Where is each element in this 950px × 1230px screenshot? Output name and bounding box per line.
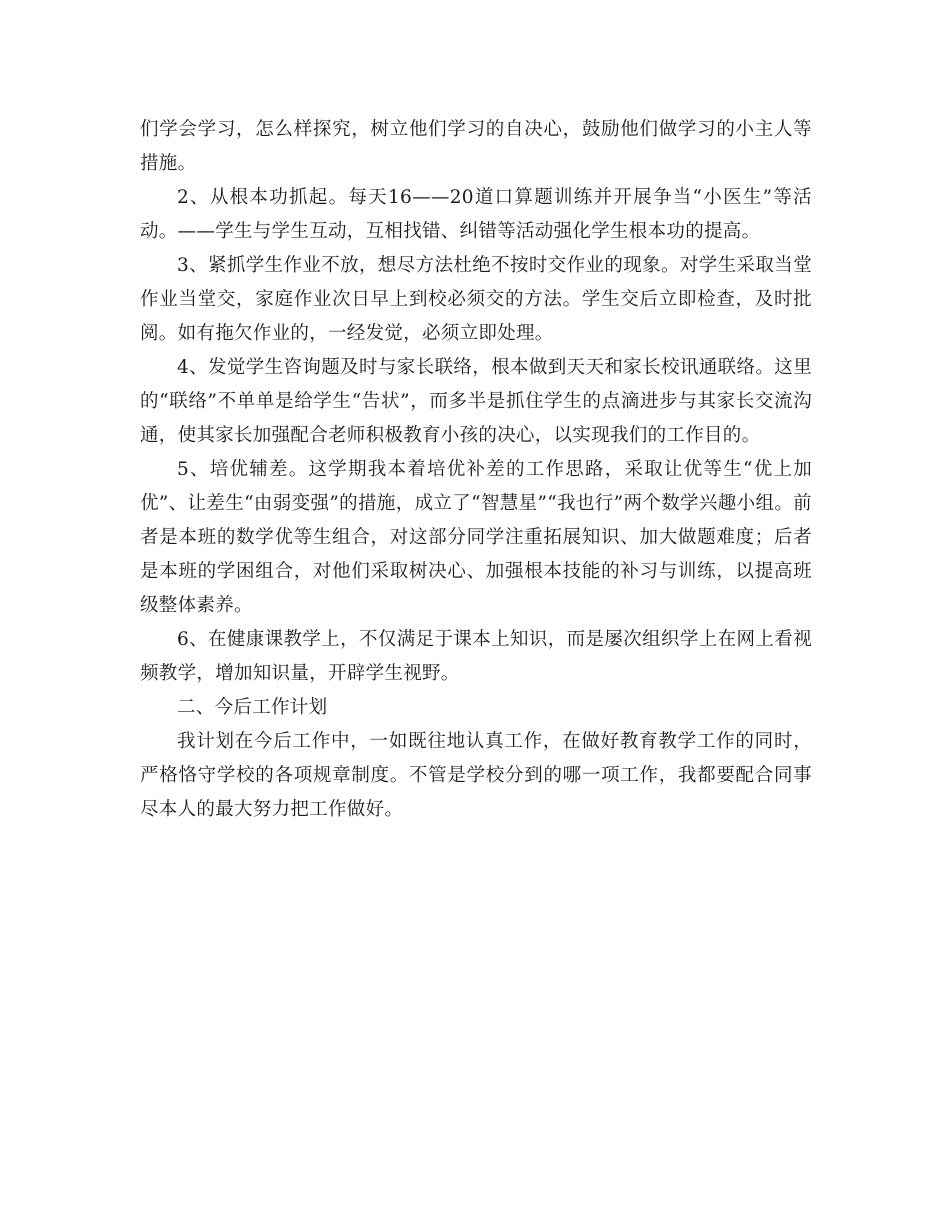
paragraph-future-plan: 我计划在今后工作中，一如既往地认真工作，在做好教育教学工作的同时，严格恪守学校的各项规章制度。不管是学校分到的哪一项工作，我都要配合同事尽本人的最大努力把工作做好。 <box>140 731 812 820</box>
paragraph-item-3: 3、紧抓学生作业不放，想尽方法杜绝不按时交作业的现象。对学生采取当堂作业当堂交，家庭作业次日早上到校必须交的方法。学生交后立即检查，及时批阅。如有拖欠作业的，一经发觉，必须立即处理。 <box>140 255 812 344</box>
paragraph-continuation: 们学会学习，怎么样探究，树立他们学习的自决心，鼓励他们做学习的小主人等措施。 <box>140 119 812 174</box>
section-heading-future-plan: 二、今后工作计划 <box>177 697 328 718</box>
paragraph-item-2: 2、从根本功抓起。每天16——20道口算题训练并开展争当“小医生”等活动。——学生与学生互动，互相找错、纠错等活动强化学生根本功的提高。 <box>140 187 812 242</box>
paragraph-item-4: 4、发觉学生咨询题及时与家长联络，根本做到天天和家长校讯通联络。这里的“联络”不单单是给学生“告状”，而多半是抓住学生的点滴进步与其家长交流沟通，使其家长加强配合老师积极教育小孩的决心，以实现我们的工作目的。 <box>140 357 812 446</box>
paragraph-item-5: 5、培优辅差。这学期我本着培优补差的工作思路，采取让优等生“优上加优”、让差生“由弱变强”的措施，成立了“智慧星”“我也行”两个数学兴趣小组。前者是本班的数学优等生组合，对这部分同学注重拓展知识、加大做题难度；后者是本班的学困组合，对他们采取树决心、加强根本技能的补习与训练，以提高班级整体素养。 <box>140 459 812 616</box>
document-body <box>140 113 812 827</box>
paragraph-item-6: 6、在健康课教学上，不仅满足于课本上知识，而是屡次组织学上在网上看视频教学，增加知识量，开辟学生视野。 <box>140 629 812 684</box>
